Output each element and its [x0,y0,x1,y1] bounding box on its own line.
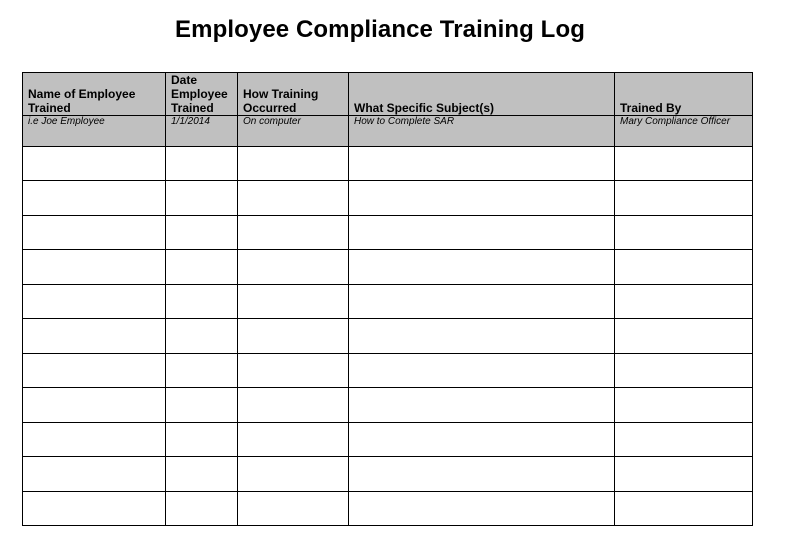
log-entry-row [23,181,753,216]
entry-cell-subjects[interactable] [349,181,615,216]
entry-cell-subjects[interactable] [349,285,615,319]
entry-cell-date-trained[interactable] [166,250,238,285]
entry-cell-trained-by[interactable] [615,423,753,457]
entry-cell-date-trained[interactable] [166,319,238,354]
log-entries [23,147,753,526]
entry-cell-employee-name[interactable] [23,250,166,285]
log-entry-row [23,492,753,526]
entry-cell-date-trained[interactable] [166,492,238,526]
entry-cell-trained-by[interactable] [615,388,753,423]
entry-cell-employee-name[interactable] [23,423,166,457]
example-row [23,116,753,147]
log-entry-row [23,354,753,388]
entry-cell-trained-by[interactable] [615,457,753,492]
entry-cell-employee-name[interactable] [23,354,166,388]
entry-cell-subjects[interactable] [349,457,615,492]
header-row [23,73,753,116]
log-entry-row [23,285,753,319]
entry-cell-date-trained[interactable] [166,423,238,457]
entry-cell-subjects[interactable] [349,492,615,526]
log-entry-row [23,388,753,423]
entry-cell-how-training-occurred[interactable] [238,354,349,388]
entry-cell-date-trained[interactable] [166,285,238,319]
example-subject: How to Complete SAR [349,116,615,147]
column-header-how-training-occurred: How Training Occurred [238,73,349,116]
entry-cell-how-training-occurred[interactable] [238,147,349,181]
entry-cell-trained-by[interactable] [615,354,753,388]
column-header-trained-by: Trained By [615,73,753,116]
entry-cell-employee-name[interactable] [23,216,166,250]
entry-cell-employee-name[interactable] [23,181,166,216]
example-how-occurred: On computer [238,116,349,147]
column-header-date-trained: Date Employee Trained [166,73,238,116]
entry-cell-date-trained[interactable] [166,181,238,216]
entry-cell-date-trained[interactable] [166,147,238,181]
column-header-subjects: What Specific Subject(s) [349,73,615,116]
entry-cell-subjects[interactable] [349,216,615,250]
log-entry-row [23,319,753,354]
entry-cell-trained-by[interactable] [615,285,753,319]
entry-cell-subjects[interactable] [349,388,615,423]
entry-cell-date-trained[interactable] [166,457,238,492]
entry-cell-how-training-occurred[interactable] [238,423,349,457]
entry-cell-employee-name[interactable] [23,285,166,319]
example-employee-name: i.e Joe Employee [23,116,166,147]
entry-cell-trained-by[interactable] [615,250,753,285]
log-entry-row [23,216,753,250]
entry-cell-subjects[interactable] [349,423,615,457]
entry-cell-date-trained[interactable] [166,388,238,423]
log-entry-row [23,423,753,457]
entry-cell-employee-name[interactable] [23,492,166,526]
log-entry-row [23,250,753,285]
entry-cell-how-training-occurred[interactable] [238,388,349,423]
entry-cell-employee-name[interactable] [23,319,166,354]
entry-cell-how-training-occurred[interactable] [238,285,349,319]
entry-cell-trained-by[interactable] [615,492,753,526]
entry-cell-how-training-occurred[interactable] [238,457,349,492]
entry-cell-subjects[interactable] [349,250,615,285]
log-entry-row [23,147,753,181]
entry-cell-employee-name[interactable] [23,388,166,423]
entry-cell-how-training-occurred[interactable] [238,181,349,216]
entry-cell-date-trained[interactable] [166,354,238,388]
example-date: 1/1/2014 [166,116,238,147]
column-header-employee-name: Name of Employee Trained [23,73,166,116]
entry-cell-how-training-occurred[interactable] [238,216,349,250]
entry-cell-trained-by[interactable] [615,319,753,354]
example-trained-by: Mary Compliance Officer [615,116,753,147]
training-log-table [22,72,753,526]
entry-cell-trained-by[interactable] [615,216,753,250]
entry-cell-subjects[interactable] [349,319,615,354]
entry-cell-employee-name[interactable] [23,147,166,181]
entry-cell-how-training-occurred[interactable] [238,250,349,285]
entry-cell-subjects[interactable] [349,147,615,181]
log-entry-row [23,457,753,492]
page-title: Employee Compliance Training Log [175,16,585,43]
entry-cell-date-trained[interactable] [166,216,238,250]
entry-cell-how-training-occurred[interactable] [238,492,349,526]
entry-cell-how-training-occurred[interactable] [238,319,349,354]
entry-cell-trained-by[interactable] [615,181,753,216]
entry-cell-trained-by[interactable] [615,147,753,181]
entry-cell-employee-name[interactable] [23,457,166,492]
entry-cell-subjects[interactable] [349,354,615,388]
